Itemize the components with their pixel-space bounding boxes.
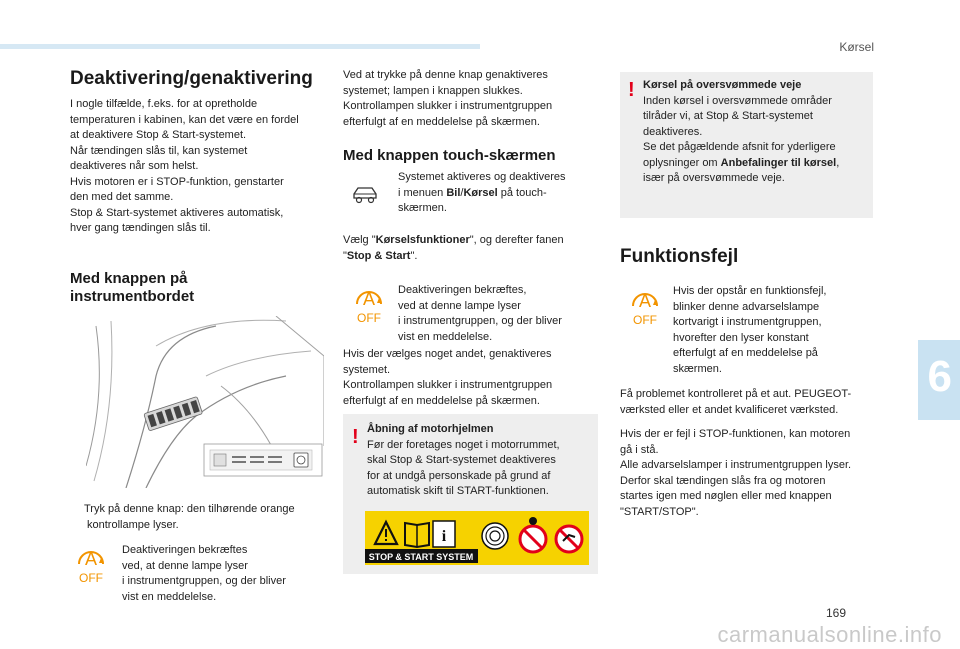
dashboard-illustration bbox=[86, 316, 324, 488]
text-line: Hvis motoren er i STOP-funktion, genstarter bbox=[70, 175, 284, 188]
text-line: deaktiveres når som helst. bbox=[70, 160, 199, 172]
text-line: gå i stå. bbox=[620, 443, 659, 456]
text-line: Hvis der vælges noget andet, genaktiveres bbox=[343, 348, 552, 360]
text-line: ved, at denne lampe lyser bbox=[122, 559, 248, 572]
text-line: Hvis der er fejl i STOP-funktionen, kan motoren bbox=[620, 428, 851, 440]
text-span: i menuen bbox=[398, 186, 447, 199]
section-title: Deaktivering/genaktivering bbox=[70, 68, 313, 89]
bullet-text: kontrollampe lyser. bbox=[87, 518, 179, 531]
text-line: Alle advarselslamper i instrumentgruppen lyser. bbox=[620, 459, 852, 471]
text-line: skærmen. bbox=[673, 362, 722, 375]
text-line: deaktiveres. bbox=[643, 125, 703, 138]
text-line: Hvis der opstår en funktionsfejl, bbox=[673, 285, 827, 297]
text-line: "START/STOP". bbox=[620, 505, 699, 518]
warning-icon: ! bbox=[628, 79, 635, 101]
text-span: Vælg " bbox=[343, 234, 376, 246]
text-line: Deaktiveringen bekræftes bbox=[122, 544, 248, 556]
text-line: vist en meddelelse. bbox=[122, 590, 217, 603]
text-line: efterfulgt af en meddelelse på skærmen. bbox=[343, 394, 540, 407]
text-line: Deaktiveringen bekræftes, bbox=[398, 284, 527, 296]
text-line: vist en meddelelse. bbox=[398, 330, 493, 343]
watermark: carmanualsonline.info bbox=[717, 622, 942, 647]
stop-start-label bbox=[365, 511, 589, 565]
text-line: Før der foretages noget i motorrummet, bbox=[367, 438, 560, 451]
text-span: oplysninger om bbox=[643, 156, 721, 169]
text-line: den med det samme. bbox=[70, 191, 174, 203]
text-span: på touch- bbox=[497, 186, 547, 199]
warning-icon: ! bbox=[352, 426, 359, 448]
header-bar bbox=[0, 44, 480, 49]
text-line: efterfulgt af en meddelelse på skærmen. bbox=[343, 115, 540, 128]
aoff-warning-lamp-icon bbox=[628, 290, 662, 328]
text-line: hvorefter den lyser konstant bbox=[673, 331, 809, 344]
text-span: / bbox=[460, 186, 464, 199]
text-span: ". bbox=[410, 249, 418, 262]
text-line: værksted eller et andet kvalificeret værksted. bbox=[620, 403, 839, 416]
bullet-item bbox=[70, 502, 332, 533]
text-line: automatisk skift til START-funktionen. bbox=[367, 485, 549, 497]
text-line: tilråder vi, at Stop & Start-systemet bbox=[643, 110, 813, 122]
section-label: Kørsel bbox=[839, 40, 874, 54]
text-line: Kontrollampen slukker i instrumentgruppen bbox=[343, 100, 553, 112]
warning-title: Åbning af motorhjelmen bbox=[367, 423, 494, 435]
text-line: i instrumentgruppen, og der bliver bbox=[398, 315, 562, 327]
aoff-word: OFF bbox=[633, 313, 657, 327]
svg-text:i: i bbox=[441, 528, 447, 545]
text-line: især på oversvømmede veje. bbox=[643, 172, 785, 184]
aoff-letter: A bbox=[638, 291, 652, 311]
other-selection-text bbox=[343, 347, 598, 409]
text-line bbox=[398, 186, 598, 202]
subsection-title: Med knappen touch-skærmen bbox=[343, 147, 556, 164]
text-line: at deaktivere Stop & Start-systemet. bbox=[70, 129, 247, 141]
warning-content bbox=[367, 422, 595, 500]
warning-box-hood bbox=[343, 414, 598, 574]
menu-name: Stop & Start bbox=[346, 249, 411, 262]
text-line bbox=[643, 156, 871, 172]
warning-box-flooded bbox=[620, 72, 873, 218]
select-instruction bbox=[343, 233, 598, 264]
page-number: 169 bbox=[825, 606, 846, 620]
aoff-word: OFF bbox=[357, 311, 381, 325]
intro-text bbox=[70, 97, 330, 237]
text-line: temperaturen i kabinen, kan det være en fordel bbox=[70, 113, 299, 126]
subtitle-line: instrumentbordet bbox=[70, 288, 195, 305]
subsection-title bbox=[70, 270, 194, 306]
reference-link-text: Anbefalinger til kørsel bbox=[720, 156, 837, 169]
aoff-warning-lamp-icon bbox=[74, 548, 108, 586]
text-span: ", og derefter fanen bbox=[469, 234, 564, 246]
text-line: Se det pågældende afsnit for yderligere bbox=[643, 141, 836, 153]
text-span: , bbox=[836, 156, 840, 169]
text-line: systemet. bbox=[343, 363, 391, 376]
text-line: Systemet aktiveres og deaktiveres bbox=[398, 171, 566, 183]
text-line: kortvarigt i instrumentgruppen, bbox=[673, 316, 822, 328]
text-line: ved at denne lampe lyser bbox=[398, 299, 521, 312]
aoff-letter: A bbox=[362, 289, 376, 309]
text-line: Få problemet kontrolleret på et aut. PEUGEOT- bbox=[620, 388, 852, 400]
warning-content bbox=[643, 78, 871, 187]
subtitle-line: Med knappen på bbox=[70, 270, 188, 287]
text-line: Ved at trykke på denne knap genaktiveres bbox=[343, 69, 548, 81]
warning-title: Kørsel på oversvømmede veje bbox=[643, 79, 802, 91]
workshop-text bbox=[620, 387, 876, 418]
lamp-description bbox=[398, 283, 598, 345]
text-line: i instrumentgruppen, og der bliver bbox=[122, 575, 286, 587]
text-line: hver gang tændingen slås til. bbox=[70, 222, 211, 234]
text-line: Stop & Start-systemet aktiveres automatisk, bbox=[70, 206, 284, 219]
car-icon bbox=[351, 183, 379, 207]
text-span: " bbox=[343, 249, 347, 262]
text-line: Kontrollampen slukker i instrumentgruppen bbox=[343, 379, 553, 391]
text-line: systemet; lampen i knappen slukkes. bbox=[343, 84, 523, 97]
stop-start-label-text: STOP & START SYSTEM bbox=[368, 552, 474, 562]
text-line: Når tændingen slås til, kan systemet bbox=[70, 144, 248, 157]
lamp-description bbox=[122, 543, 332, 605]
section-title: Funktionsfejl bbox=[620, 246, 739, 267]
menu-name: Kørselsfunktioner bbox=[375, 234, 470, 246]
reactivation-text bbox=[343, 68, 598, 130]
text-line: skal Stop & Start-systemet deaktiveres bbox=[367, 454, 556, 466]
text-line: skærmen. bbox=[398, 202, 447, 214]
stop-fault-text bbox=[620, 427, 876, 520]
chapter-number: 6 bbox=[927, 352, 952, 401]
text-line: for at undgå personskade på grund af bbox=[367, 469, 551, 482]
aoff-warning-lamp-icon bbox=[352, 288, 386, 326]
text-line: I nogle tilfælde, f.eks. for at opretholde bbox=[70, 98, 258, 110]
text-line: efterfulgt af en meddelelse på bbox=[673, 347, 818, 359]
text-line: Derfor skal tændingen slås fra og motoren bbox=[620, 474, 826, 487]
bullet-text: Tryk på denne knap: den tilhørende orange bbox=[84, 503, 295, 515]
menu-name: Kørsel bbox=[463, 186, 498, 199]
touch-description bbox=[398, 170, 598, 217]
text-line: blinker denne advarselslampe bbox=[673, 300, 820, 313]
aoff-letter: A bbox=[84, 549, 98, 569]
text-line: Inden kørsel i oversvømmede områder bbox=[643, 94, 832, 107]
menu-name: Bil bbox=[446, 186, 461, 199]
aoff-word: OFF bbox=[79, 571, 103, 585]
fault-lamp-description bbox=[673, 284, 873, 377]
text-line: startes igen med nøglen eller med knappen bbox=[620, 490, 832, 502]
